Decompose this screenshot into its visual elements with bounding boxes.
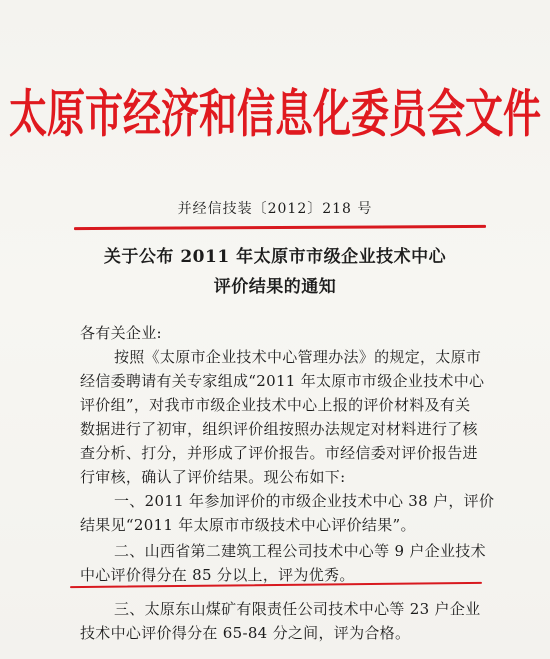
paragraph-line: 查分析、打分，并形成了评价报告。市经信委对评价报告进 [80,444,478,462]
item-2-line: 中心评价得分在 85 分以上，评为优秀。 [80,566,355,584]
item-1-line: 一、2011 年参加评价的市级企业技术中心 38 户，评价 [114,492,495,510]
paragraph-line: 评价组”，对我市市级企业技术中心上报的评价材料及有关 [80,396,471,414]
agency-header-title: 太原市经济和信息化委员会文件 [8,84,541,144]
notice-title-line-2: 评价结果的通知 [213,277,337,297]
item-3-line: 三、太原东山煤矿有限责任公司技术中心等 23 户企业 [114,600,481,618]
item-1-line: 结果见“2011 年太原市市级技术中心评价结果”。 [80,516,416,534]
document-number: 并经信技装〔2012〕218 号 [177,201,373,217]
header-red-rule [74,225,486,230]
paragraph-line: 行审核，确认了评价结果。现公布如下: [80,468,346,486]
item-3-line: 技术中心评价得分在 65-84 分之间，评为合格。 [80,624,411,642]
paragraph-line: 按照《太原市企业技术中心管理办法》的规定，太原市 [114,348,482,366]
paragraph-line: 数据进行了初审，组织评价组按照办法规定对材料进行了核 [80,420,478,438]
item-2-line: 二、山西省第二建筑工程公司技术中心等 9 户企业技术 [114,542,486,560]
paragraph-line: 经信委聘请有关专家组成“2011 年太原市市级企业技术中心 [80,372,485,390]
notice-title-line-1: 关于公布 2011 年太原市市级企业技术中心 [103,247,447,267]
salutation: 各有关企业: [80,324,162,342]
